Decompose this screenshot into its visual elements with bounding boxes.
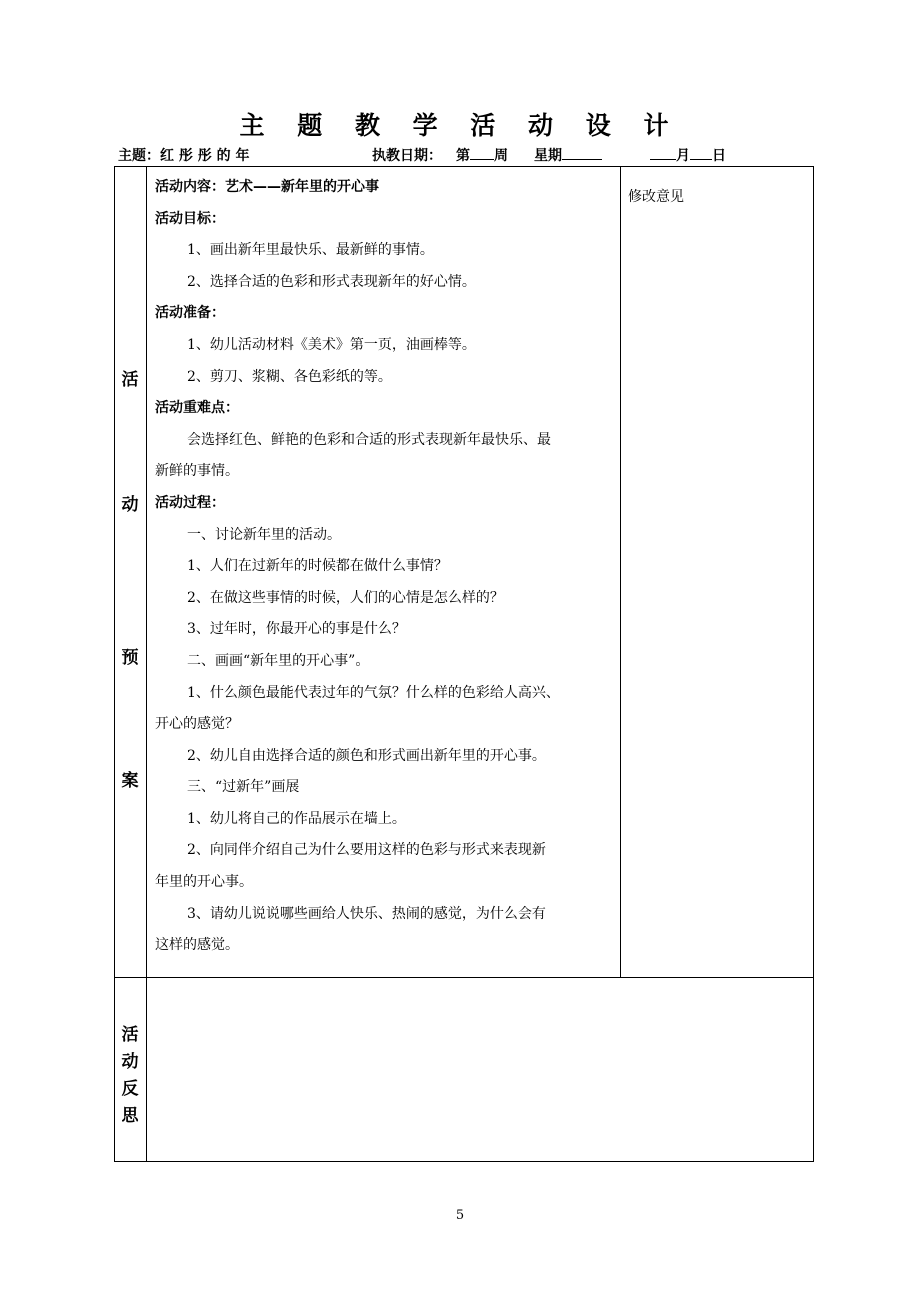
process-line: 2、幼儿自由选择合适的颜色和形式画出新年里的开心事。	[187, 747, 546, 764]
process-list	[155, 520, 613, 962]
side-label-reflection-2: 动	[121, 1052, 139, 1072]
row-divider	[114, 977, 814, 978]
process-line: 3、请幼儿说说哪些画给人快乐、热闹的感觉，为什么会有	[187, 905, 546, 922]
date-row	[372, 145, 726, 165]
month-suffix: 月	[676, 148, 690, 164]
weekday-blank[interactable]	[562, 145, 602, 160]
process-line: 2、在做这些事情的时候，人们的心情是怎么样的？	[187, 589, 504, 606]
weekday-label: 星期	[534, 148, 562, 164]
process-line: 3、过年时，你最开心的事是什么？	[187, 621, 406, 638]
revision-column-divider	[620, 166, 621, 978]
goals-heading: 活动目标：	[155, 210, 225, 227]
process-line: 1、人们在过新年的时候都在做什么事情？	[187, 558, 448, 575]
process-line: 年里的开心事。	[155, 874, 253, 891]
week-blank[interactable]	[470, 145, 494, 160]
process-line: 1、什么颜色最能代表过年的气氛？什么样的色彩给人高兴、	[187, 684, 560, 701]
side-label-plan-2: 动	[121, 495, 139, 515]
goal-item: 1、画出新年里最快乐、最新鲜的事情。	[187, 242, 434, 259]
page-number: 5	[455, 1208, 465, 1223]
process-line: 1、幼儿将自己的作品展示在墙上。	[187, 810, 406, 827]
theme-label: 主题：红 彤 彤 的 年	[118, 148, 250, 164]
goal-item: 2、选择合适的色彩和形式表现新年的好心情。	[187, 273, 476, 290]
day-blank[interactable]	[690, 145, 712, 160]
process-line: 三、“过新年”画展	[187, 779, 300, 796]
key-points-heading: 活动重难点：	[155, 400, 239, 417]
process-line: 一、讨论新年里的活动。	[187, 526, 341, 543]
process-line: 二、画画“新年里的开心事”。	[187, 652, 370, 669]
key-points-text: 会选择红色、鲜艳的色彩和合适的形式表现新年最快乐、最	[187, 431, 551, 448]
side-label-plan-3: 预	[121, 648, 139, 668]
side-label-reflection-1: 活	[121, 1025, 139, 1045]
prep-item: 1、幼儿活动材料《美术》第一页，油画棒等。	[187, 336, 476, 353]
side-label-reflection-4: 思	[121, 1106, 139, 1126]
key-points-text: 新鲜的事情。	[155, 463, 239, 480]
side-label-plan-4: 案	[121, 771, 139, 791]
side-label-plan-1: 活	[121, 370, 139, 390]
lesson-plan-content	[155, 172, 613, 962]
revision-notes-label: 修改意见	[628, 189, 684, 205]
process-line: 2、向同伴介绍自己为什么要用这样的色彩与形式来表现新	[187, 842, 546, 859]
page-title: 主 题 教 学 活 动 设 计	[239, 111, 681, 140]
month-blank[interactable]	[650, 145, 676, 160]
prep-heading: 活动准备：	[155, 305, 225, 322]
prep-item: 2、剪刀、浆糊、各色彩纸的等。	[187, 368, 392, 385]
process-line: 开心的感觉？	[155, 716, 239, 733]
week-suffix: 周	[494, 148, 508, 164]
activity-content: 活动内容：艺术——新年里的开心事	[155, 179, 379, 195]
side-label-reflection-3: 反	[121, 1079, 139, 1099]
process-heading: 活动过程：	[155, 494, 225, 511]
date-label: 执教日期：	[372, 148, 442, 164]
side-column-divider	[146, 166, 147, 1162]
week-prefix: 第	[456, 148, 470, 164]
day-suffix: 日	[712, 148, 726, 164]
process-line: 这样的感觉。	[155, 937, 239, 954]
